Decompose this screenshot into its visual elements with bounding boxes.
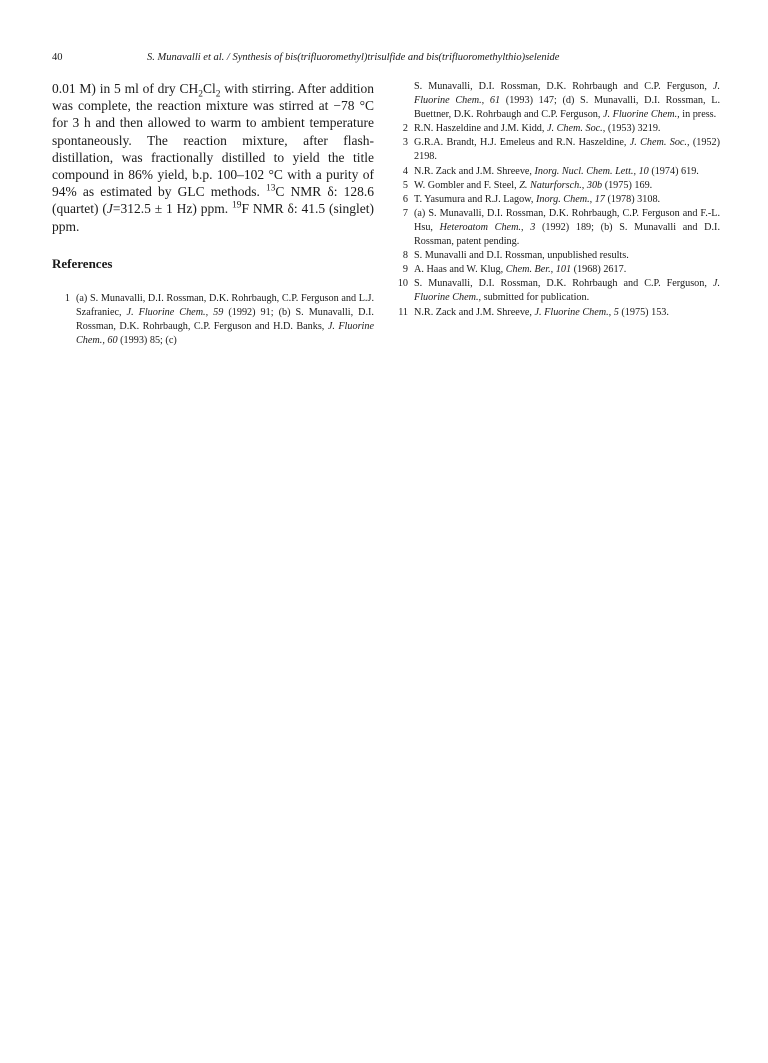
reference-5: 5 W. Gombler and F. Steel, Z. Naturforsch., 30b (1975) 169. bbox=[402, 179, 653, 191]
references-list-left bbox=[52, 292, 374, 348]
experimental-paragraph: 0.01 M) in 5 ml of dry $CH_2Cl_2$ with stirring. After addition was complete, the reaction mixture was stirred at −78 °C for 3 h and then allowed to warm to ambient temperature spontaneously. The reaction mixture, after flash-distillation, was fractionally distilled to yield the title compound in 86% yield, b.p. 100–102 °C with a purity of 94% as estimated by GLC methods. $^{13}$C NMR δ: 128.6 (quartet) (J=312.5 ± 1 Hz) ppm. $^{19}$F NMR δ: 41.5 (singlet) ppm. bbox=[52, 81, 375, 234]
reference-6: 6 T. Yasumura and R.J. Lagow, Inorg. Chem., 17 (1978) 3108. bbox=[402, 193, 661, 205]
reference-8: 8 S. Munavalli and D.I. Rossman, unpublished results. bbox=[402, 250, 629, 262]
references-heading: References bbox=[52, 256, 113, 271]
reference-1: 1 (a) S. Munavalli, D.I. Rossman, D.K. Rohrbaugh, C.P. Ferguson and L.J. Szafraniec, J. Fluorine Chem., 59 (1992) 91; (b) S. Munavalli, D.I. Rossman, D.K. Rohrbaugh, C.P. Ferguson and H.D. Banks, J. Fluorine Chem., 60 (1993) 85; (c) bbox=[64, 293, 374, 347]
reference-11: 11 N.R. Zack and J.M. Shreeve, J. Fluorine Chem., 5 (1975) 153. bbox=[398, 306, 669, 318]
page-number: 40 bbox=[52, 52, 63, 63]
running-title: S. Munavalli et al. / Synthesis of bis(trifluoromethyl)trisulfide and bis(trifluoromethylthio)selenide bbox=[147, 52, 560, 63]
running-header bbox=[52, 49, 720, 67]
reference-7: 7 (a) S. Munavalli, D.I. Rossman, D.K. Rohrbaugh, C.P. Ferguson and F.-L. Hsu, Heteroatom Chem., 3 (1992) 189; (b) S. Munavalli and D.I. Rossman, patent pending. bbox=[402, 207, 720, 248]
reference-2: 2 R.N. Haszeldine and J.M. Kidd, J. Chem. Soc., (1953) 3219. bbox=[402, 123, 661, 135]
body-column bbox=[52, 80, 374, 235]
reference-1-continued: S. Munavalli, D.I. Rossman, D.K. Rohrbaugh and C.P. Ferguson, J. Fluorine Chem., 61 (1993) 147; (d) S. Munavalli, D.I. Rossman, L. Buettner, D.K. Rohrbaugh and C.P. Ferguson, J. Fluorine Chem., in press. bbox=[414, 81, 720, 121]
references-list-right bbox=[390, 80, 720, 320]
reference-10: 10 S. Munavalli, D.I. Rossman, D.K. Rohrbaugh and C.P. Ferguson, J. Fluorine Chem., submitted for publication. bbox=[397, 278, 720, 304]
reference-3: 3 G.R.A. Brandt, H.J. Emeleus and R.N. Haszeldine, J. Chem. Soc., (1952) 2198. bbox=[402, 137, 720, 163]
reference-4: 4 N.R. Zack and J.M. Shreeve, Inorg. Nucl. Chem. Lett., 10 (1974) 619. bbox=[402, 165, 699, 177]
reference-9: 9 A. Haas and W. Klug, Chem. Ber., 101 (1968) 2617. bbox=[402, 264, 627, 276]
